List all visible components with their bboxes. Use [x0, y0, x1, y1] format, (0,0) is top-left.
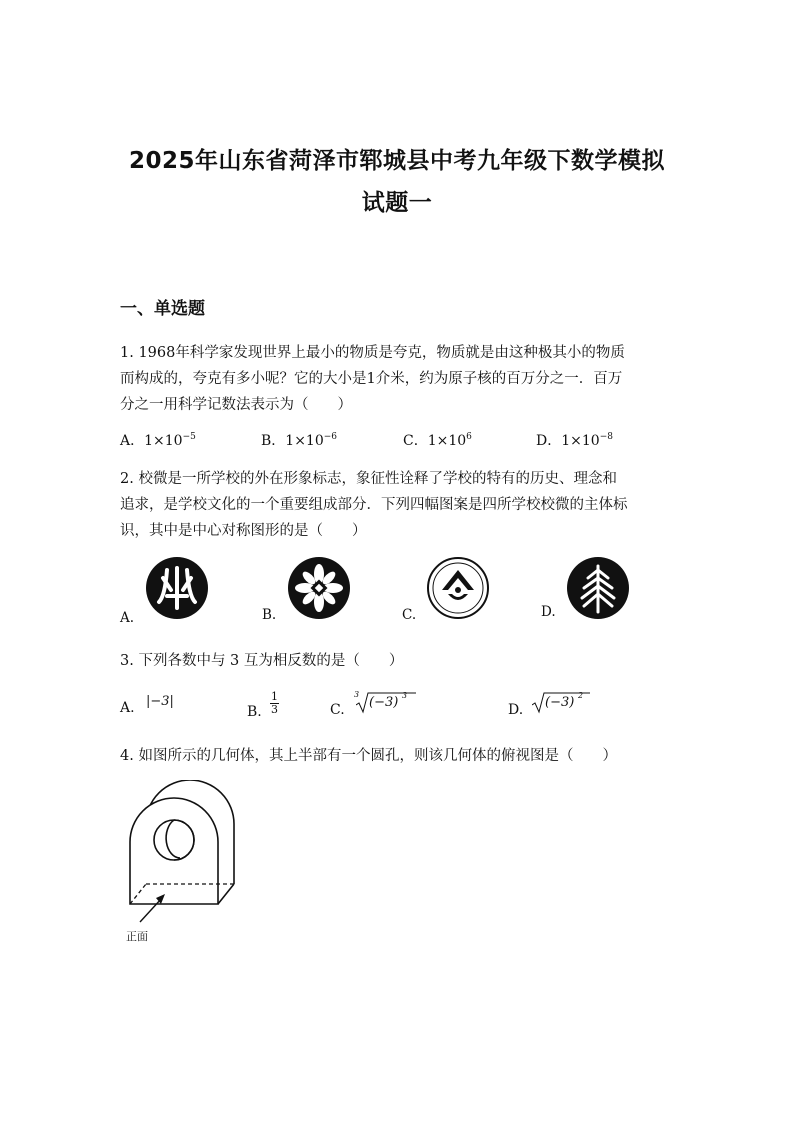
- q1-option-a-text: A．1×10: [120, 433, 183, 449]
- radicand-exponent: 3: [402, 691, 408, 700]
- q3-option-b-fraction: [270, 691, 279, 716]
- q3-option-a-label[interactable]: A.: [120, 700, 135, 716]
- q1-option-c[interactable]: [403, 430, 472, 450]
- radicand: (−3): [369, 695, 399, 710]
- page-title-line2: 试题一: [361, 190, 433, 216]
- question-3-text: 3. 下列各数中与 3 互为相反数的是（ ）: [120, 653, 404, 669]
- radicand-exponent: 2: [578, 691, 584, 700]
- emblem-b-icon: [287, 556, 351, 620]
- question-2-line2: 追求，是学校文化的一个重要组成部分．下列四幅图案是四所学校校微的主体标: [120, 497, 628, 513]
- question-4-text: 4. 如图所示的几何体，其上半部有一个圆孔，则该几何体的俯视图是（ ）: [120, 748, 617, 764]
- fraction-denominator: 3: [271, 703, 278, 716]
- q1-option-d[interactable]: [536, 430, 613, 450]
- q2-option-c-label[interactable]: C.: [402, 607, 417, 623]
- q1-option-c-exponent: 6: [466, 432, 472, 442]
- geometry-solid-figure: [118, 780, 248, 930]
- q1-option-d-text: D．1×10: [536, 433, 600, 449]
- root-index: 3: [354, 690, 360, 699]
- section-heading: 一、单选题: [120, 299, 205, 319]
- q3-option-a-expr: |−3|: [146, 694, 174, 709]
- question-1-line2: 而构成的，夸克有多小呢？它的大小是1介米，约为原子核的百万分之一．百万: [120, 371, 623, 387]
- q1-option-b-exponent: −6: [323, 432, 338, 442]
- q3-option-c-label[interactable]: C.: [330, 702, 345, 718]
- radicand: (−3): [545, 695, 575, 710]
- q2-option-d-label[interactable]: D.: [541, 604, 556, 620]
- emblem-a-icon: [145, 556, 209, 620]
- q3-option-d-label[interactable]: D.: [508, 702, 524, 718]
- question-2-line1: 2. 校微是一所学校的外在形象标志，象征性诠释了学校的特有的历史、理念和: [120, 471, 617, 487]
- q1-option-c-text: C．1×10: [403, 433, 467, 449]
- fraction-numerator: 1: [271, 690, 278, 703]
- q3-option-b-label[interactable]: B.: [247, 704, 262, 720]
- emblem-d-icon: [566, 556, 630, 620]
- q2-option-b-label[interactable]: B.: [262, 607, 277, 623]
- q1-option-b-text: B．1×10: [261, 433, 324, 449]
- emblem-c-icon: [426, 556, 490, 620]
- q2-option-a-label[interactable]: A.: [120, 610, 135, 626]
- question-1-line1: 1. 1968年科学家发现世界上最小的物质是夸克，物质就是由这种极其小的物质: [120, 345, 625, 361]
- q1-option-b[interactable]: [261, 430, 337, 450]
- front-view-label: 正面: [126, 930, 148, 943]
- q1-option-a[interactable]: [120, 430, 196, 450]
- q1-option-a-exponent: −5: [182, 432, 196, 442]
- q1-option-d-exponent: −8: [599, 432, 613, 442]
- page-title: 2025年山东省菏泽市郓城县中考九年级下数学模拟: [128, 148, 665, 174]
- question-1-line3: 分之一用科学记数法表示为（ ）: [120, 397, 352, 413]
- question-2-line3: 识，其中是中心对称图形的是（ ）: [120, 523, 367, 539]
